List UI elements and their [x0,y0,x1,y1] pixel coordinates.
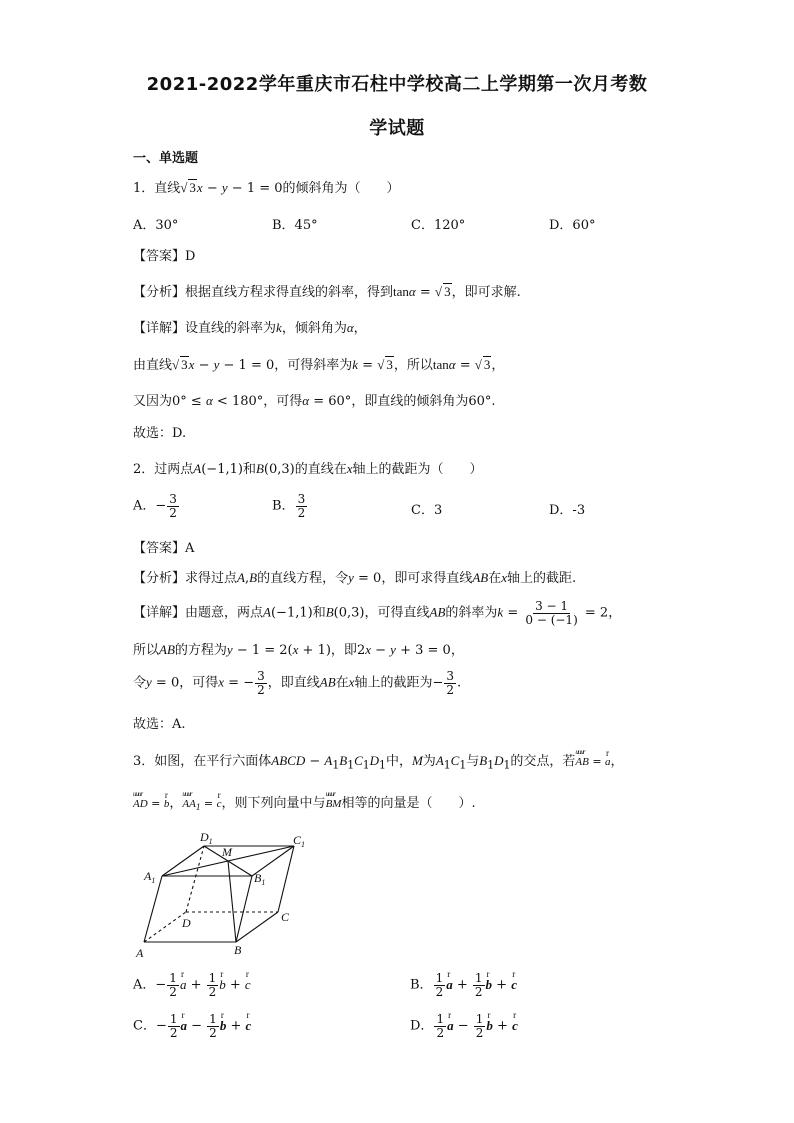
q1-answer [133,245,195,264]
q2-detail-2a: 所以 [133,643,160,658]
q1-stem: 1．直线√ 3x − y − 1 = 0的倾斜角为（ ） [133,180,400,196]
q2-answer-value: A [185,541,195,556]
label-B1: $B_1$ [254,871,266,887]
q1-analysis: 【分析】根据直线方程求得直线的斜率，得到tanα = √ 3，即可求解. [133,284,521,300]
q2-detail-1d: 的斜率为 [445,605,498,621]
q2-detail-1a: 由题意，两点 [185,605,264,621]
q2-option-c: C．3 [411,503,443,518]
q1-analysis-text-a: 根据直线方程求得直线的斜率，得到 [185,285,394,300]
q1-detail-2a-text: 由直线 [133,358,173,373]
q2-option-a-label: A． [133,498,156,514]
detail-tag: 【详解】 [133,605,186,621]
q2-and: 和 [242,462,256,477]
label-M: M [222,845,232,859]
q3-option-b-label: B． [410,977,433,993]
label-C1: $C_1$ [293,833,306,849]
q1-detail-2: 由直线√ 3x − y − 1 = 0，可得斜率为k = √ 3，所以tanα = √ 3， [133,357,505,373]
answer-tag: 【答案】 [133,541,186,556]
label-C: C [281,910,290,924]
q1-answer-value: D [185,249,196,264]
q2-detail-2: 所以AB的方程为y − 1 = 2(x + 1)，即2x − y + 3 = 0， [133,642,464,658]
q3-prefix: 3．如图，在平行六面体 [133,754,272,769]
parallelepiped-figure [128,824,328,964]
label-A1: $A_1$ [144,869,156,885]
segment-BM [228,861,236,942]
q2-stem: 2．过两点A(−1,1)和B(0,3)的直线在x轴上的截距为（ ） [133,461,483,477]
q2-detail-2c: ，即 [330,643,357,658]
q2-detail-2b: 的方程为 [174,643,227,658]
q3-mid1: 中， [385,754,412,769]
q3-option-d-label: D． [410,1018,434,1034]
q1-detail-2b-text: ，可得斜率为 [274,358,353,373]
q2-detail-3c: ，即直线 [267,675,320,691]
edge-DD1 [186,846,204,912]
q2-analysis-e: 轴上的截距. [507,571,577,586]
q3-option-a-label: A． [133,977,156,993]
q1-detail-3c-text: ，即直线的倾斜角为60°. [351,394,496,409]
q3-option-a: A．− $\frac{1}{2}$ r a + $\frac{1}{2}$ r b + r c [133,972,251,998]
q3-option-d: D． $\frac{1}{2}$ r a − $\frac{1}{2}$ r b + r c [410,1013,518,1039]
q2-analysis: 【分析】求得过点A,B的直线方程，令y = 0，即可求得直线AB在x轴上的截距. [133,570,577,586]
q2-detail-3e: 轴上的截距为 [354,675,433,691]
label-A: A [136,946,144,960]
q1-detail-3a-text: 又因为 [133,394,173,409]
q1-detail-1c-text: ， [353,321,367,336]
q3-option-c: C．− $\frac{1}{2}$ r a − $\frac{1}{2}$ r b + r c [133,1013,251,1039]
q2-mid2: 轴上的截距为（ ） [352,462,483,477]
section-heading: 一、单选题 [133,151,199,166]
q3-mid3: 与 [466,754,480,769]
q2-detail-3b: ，可得 [179,675,219,691]
answer-tag: 【答案】 [133,249,186,264]
q2-option-a: A．− $\frac{3}{2}$ [133,492,177,520]
q1-option-c: C．120° [411,218,466,233]
q1-detail-1b-text: ，倾斜角为 [281,321,347,336]
q2-prefix: 2．过两点 [133,462,194,477]
q2-detail-1b: 和 [312,605,326,621]
q2-analysis-a: 求得过点 [185,571,238,586]
q2-analysis-b: 的直线方程，令 [257,571,349,586]
q1-detail-2c-text: ，所以 [393,358,433,373]
q2-analysis-d: 在 [488,571,502,586]
q2-detail-3f: . [457,675,462,691]
analysis-tag: 【分析】 [133,285,186,300]
analysis-tag: 【分析】 [133,571,186,586]
q1-analysis-text-b: ，即可求解. [451,285,521,300]
q2-detail-2d: ， [450,643,464,658]
q3-line2a: ，则下列向量中与 [221,796,326,811]
q1-stem-text: 的倾斜角为（ ） [282,181,400,196]
q1-option-b: B．45° [272,218,318,233]
q3-line2b: 相等的向量是（ ）. [341,796,476,811]
edge-AD [144,912,186,942]
q1-detail-1-text: 设直线的斜率为 [185,321,277,336]
q2-detail-1: 【详解】由题意，两点A(−1,1)和B(0,3)，可得直线AB的斜率为k = $\frac{3 - 1}{0 - (-1)}$ = 2， [133,599,622,627]
q1-detail-2d-text: ， [491,358,505,373]
q3-mid2: 为 [422,754,436,769]
label-D1: $D_1$ [200,830,213,846]
q1-prefix: 1．直线 [133,181,181,196]
q3-stem-line-1: 3．如图，在平行六面体ABCD − $A_1B_1C_1D_1$中，M为$A_1C_1$与$B_1D_1$的交点，若uuur AB = r a， [133,750,624,772]
q2-option-b-label: B． [272,498,295,514]
edge-AA1 [144,876,162,942]
q1-detail-1: 【详解】设直线的斜率为k，倾斜角为α， [133,320,367,336]
q3-mid5: ， [610,754,624,769]
q2-detail-3d: 在 [335,675,349,691]
q1-option-d: D．60° [549,218,596,233]
q2-mid: 的直线在 [294,462,347,477]
q2-option-b: B． $\frac{3}{2}$ [272,492,306,520]
q2-option-d: D．-3 [549,503,586,518]
q1-conclusion: 故选：D. [133,426,187,441]
q3-option-b: B． $\frac{1}{2}$ r a + $\frac{1}{2}$ r b + r c [410,972,517,998]
label-D: D [182,916,191,930]
q2-detail-1c: ，可得直线 [364,605,430,621]
q1-detail-3: 又因为0° ≤ α < 180°，可得α = 60°，即直线的倾斜角为60°. [133,393,496,409]
q3-option-c-label: C． [133,1018,156,1034]
page-title-line-2: 学试题 [369,118,425,139]
q2-conclusion: 故选：A. [133,717,186,732]
q1-detail-3b-text: ，可得 [263,394,303,409]
q1-option-a: A．30° [133,218,179,233]
detail-tag: 【详解】 [133,321,186,336]
q2-analysis-c: ，即可求得直线 [381,571,473,586]
q2-answer [133,537,194,556]
label-B: B [234,943,242,957]
page-title-line-1: 2021-2022学年重庆市石柱中学校高二上学期第一次月考数 [146,74,648,95]
q3-stem-line-2: uuur AD = r b，uuur $AA_1 = r$ c，则下列向量中与uuur BM相等的向量是（ ）. [133,792,476,812]
q2-detail-3a: 令 [133,675,147,691]
q3-mid4: 的交点，若 [510,754,576,769]
q2-detail-1e: ， [608,605,622,621]
q2-detail-3: 令y = 0，可得x = − $\frac{3}{2}$ ，即直线AB在x轴上的截距为− $\frac{3}{2}$ . [133,669,462,697]
